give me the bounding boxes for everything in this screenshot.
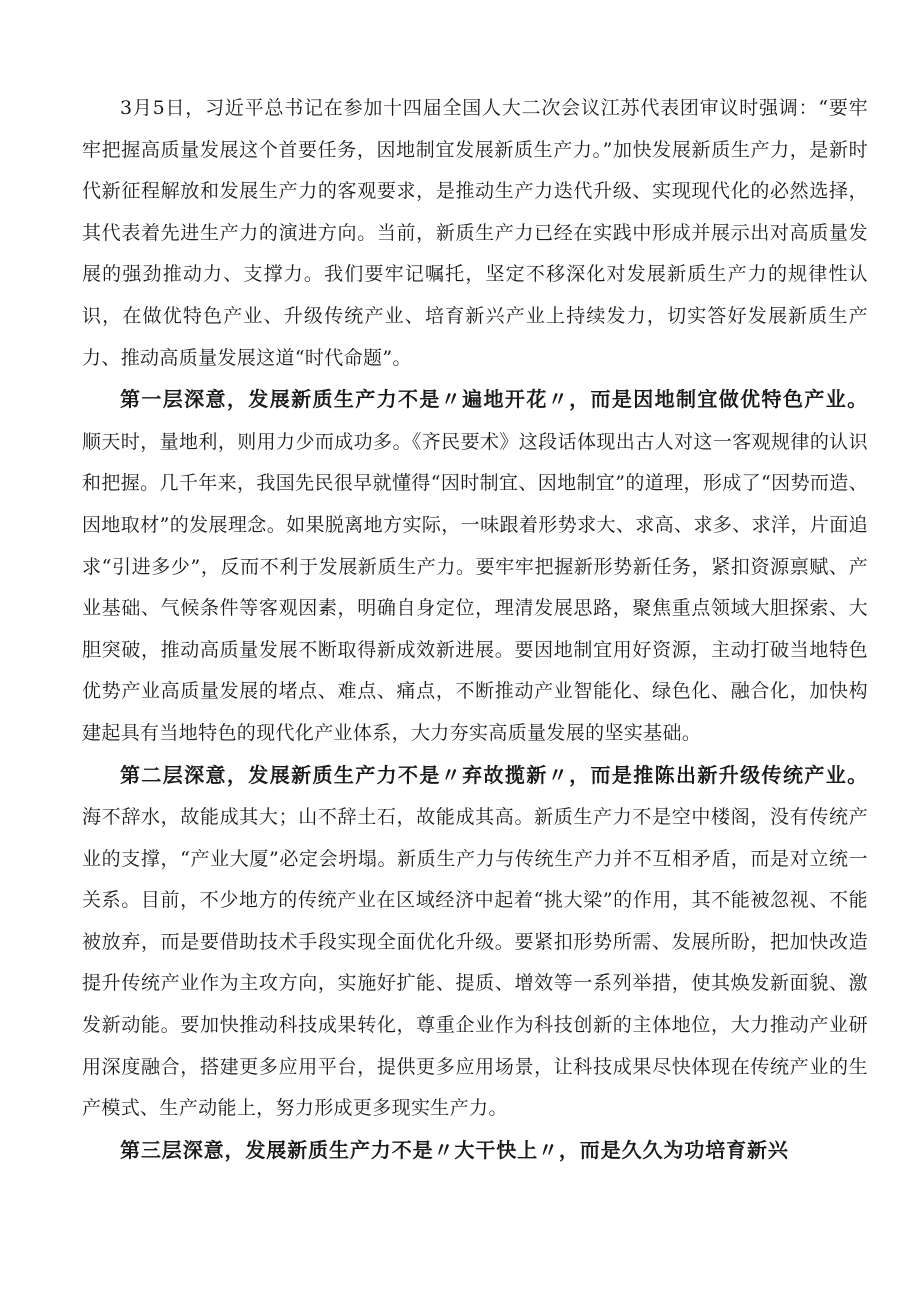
paragraph-text: 海不辞水，故能成其大；山不辞土石，故能成其高。新质生产力不是空中楼阁，没有传统产业的支撑，“产业大厦”必定会坍塌。新质生产力与传统生产力并不互相矛盾，而是对立统一关系。目前，不少地方的传统产业在区域经济中起着“挑大梁”的作用，其不能被忽视、不能被放弃，而是要借助技术手段实现全面优化升级。要紧扣形势所需、发展所盼，把加快改造提升传统产业作为主攻方向，实施好扩能、提质、增效等一系列举措，使其焕发新面貌、激发新动能。要加快推动科技成果转化，尊重企业作为科技创新的主体地位，大力推动产业研用深度融合，搭建更多应用平台，提供更多应用场景，让科技成果尽快体现在传统产业的生产模式、生产动能上，努力形成更多现实生产力。 — [82, 806, 868, 1120]
paragraph-lead-heading: 第三层深意，发展新质生产力不是〃大干快上〃，而是久久为功培育新兴 — [120, 1137, 789, 1162]
paragraph-second-layer — [82, 755, 868, 1130]
paragraph-text: 顺天时，量地利，则用力少而成功多。《齐民要术》这段话体现出古人对这一客观规律的认识和把握。几千年来，我国先民很早就懂得“因时制宜、因地制宜”的道理，形成了“因势而造、因地取材”的发展理念。如果脱离地方实际，一味跟着形势求大、求高、求多、求洋，片面追求“引进多少”，反而不利于发展新质生产力。要牢牢把握新形势新任务，紧扣资源禀赋、产业基础、气候条件等客观因素，明确自身定位，理清发展思路，聚焦重点领域大胆探索、大胆突破，推动高质量发展不断取得新成效新进展。要因地制宜用好资源，主动打破当地特色优势产业高质量发展的堵点、难点、痛点，不断推动产业智能化、绿色化、融合化，加快构建起具有当地特色的现代化产业体系，大力夯实高质量发展的坚实基础。 — [82, 430, 868, 744]
paragraph-intro — [82, 88, 868, 379]
paragraph-lead-heading: 第二层深意，发展新质生产力不是〃弃故揽新〃，而是推陈出新升级传统产业。 — [120, 762, 868, 787]
document-body — [82, 88, 868, 1172]
paragraph-third-layer — [82, 1130, 868, 1173]
paragraph-lead-heading: 第一层深意，发展新质生产力不是〃遍地开花〃，而是因地制宜做优特色产业。 — [120, 387, 868, 412]
paragraph-first-layer — [82, 379, 868, 754]
paragraph-text: 3月5日，习近平总书记在参加十四届全国人大二次会议江苏代表团审议时强调：“要牢牢把握高质量发展这个首要任务，因地制宜发展新质生产力。”加快发展新质生产力，是新时代新征程解放和发展生产力的客观要求，是推动生产力迭代升级、实现现代化的必然选择，其代表着先进生产力的演进方向。当前，新质生产力已经在实践中形成并展示出对高质量发展的强劲推动力、支撑力。我们要牢记嘱托，坚定不移深化对发展新质生产力的规律性认识，在做优特色产业、升级传统产业、培育新兴产业上持续发力，切实答好发展新质生产力、推动高质量发展这道“时代命题”。 — [82, 97, 868, 369]
